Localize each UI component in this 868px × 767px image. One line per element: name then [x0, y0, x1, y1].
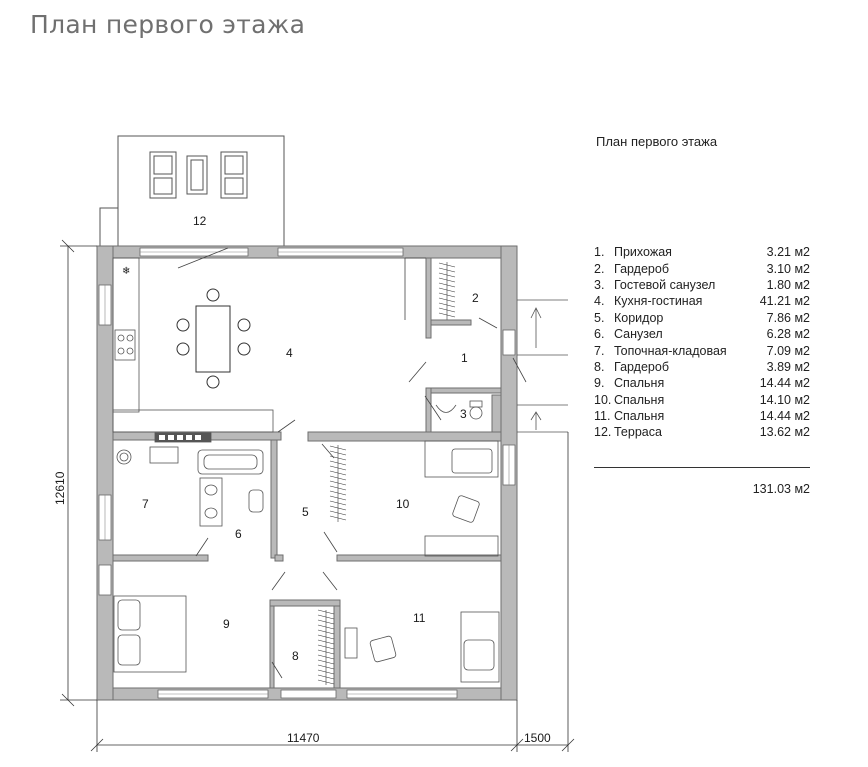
- legend-area: 3.21 м2: [766, 245, 810, 260]
- legend-num: 10.: [594, 392, 612, 407]
- legend-num: 3.: [594, 277, 605, 292]
- legend-row: [594, 392, 810, 408]
- legend-area: 1.80 м2: [766, 277, 810, 292]
- legend-area: 14.44 м2: [759, 409, 810, 424]
- legend-area: 3.10 м2: [766, 261, 810, 276]
- side-table: [187, 156, 207, 194]
- legend-num: 6.: [594, 327, 605, 342]
- room-number-8: 8: [292, 649, 299, 663]
- legend-row: [594, 424, 810, 440]
- room-number-10: 10: [396, 497, 410, 511]
- legend-row: [594, 277, 810, 293]
- sun-lounger-right: [221, 152, 247, 198]
- legend-area: 7.09 м2: [766, 343, 810, 358]
- room-number-2: 2: [472, 291, 479, 305]
- legend-row: [594, 293, 810, 309]
- legend-name: Спальня: [614, 392, 665, 407]
- room-number-7: 7: [142, 497, 149, 511]
- legend-area: 6.28 м2: [766, 327, 810, 342]
- kitchen-counter: [113, 258, 273, 442]
- legend-row: [594, 244, 810, 260]
- legend-row: [594, 342, 810, 358]
- legend-area: 41.21 м2: [759, 294, 810, 309]
- room-number-6: 6: [235, 527, 242, 541]
- dining-table: [177, 289, 250, 388]
- snowflake-icon: ❄: [122, 266, 131, 277]
- legend-title: План первого этажа: [596, 134, 718, 149]
- legend-area: 14.10 м2: [759, 392, 810, 407]
- legend-divider: [594, 467, 810, 468]
- room-number-9: 9: [223, 617, 230, 631]
- room-number-1: 1: [461, 351, 468, 365]
- page-title: План первого этажа: [30, 10, 306, 39]
- legend-total: 131.03 м2: [752, 482, 810, 496]
- legend-name: Топочная-кладовая: [614, 343, 727, 358]
- dimension-porch: 1500: [524, 731, 551, 745]
- legend-row: [594, 326, 810, 342]
- room-number-4: 4: [286, 346, 293, 360]
- legend-name: Терраса: [614, 425, 662, 440]
- legend-name: Кухня-гостиная: [614, 294, 703, 309]
- legend-num: 11.: [594, 409, 611, 424]
- legend-name: Гардероб: [614, 261, 669, 276]
- dimension-lines: [60, 240, 574, 752]
- legend-row: [594, 359, 810, 375]
- room-number-11: 11: [413, 611, 426, 625]
- entry-porch: [517, 300, 568, 432]
- dimension-width: 11470: [287, 731, 320, 745]
- legend-num: 1.: [594, 245, 605, 260]
- sun-lounger-left: [150, 152, 176, 198]
- legend-area: 7.86 м2: [766, 310, 810, 325]
- room-number-5: 5: [302, 505, 309, 519]
- legend-area: 14.44 м2: [759, 376, 810, 391]
- legend-name: Спальня: [614, 409, 665, 424]
- legend-num: 7.: [594, 343, 605, 358]
- room-number-12: 12: [193, 214, 207, 228]
- legend-num: 2.: [594, 261, 605, 276]
- legend-row: [594, 260, 810, 276]
- legend-name: Гостевой санузел: [614, 277, 716, 292]
- legend-row: [594, 375, 810, 391]
- legend-num: 12.: [594, 425, 612, 440]
- legend-name: Гардероб: [614, 359, 669, 374]
- legend-num: 4.: [594, 294, 605, 309]
- legend-area: 13.62 м2: [759, 425, 810, 440]
- legend-num: 9.: [594, 376, 605, 391]
- legend-name: Коридор: [614, 310, 664, 325]
- room-number-3: 3: [460, 407, 467, 421]
- terrace: [100, 136, 284, 246]
- legend-name: Спальня: [614, 376, 665, 391]
- legend-name: Прихожая: [614, 245, 672, 260]
- room-legend: [594, 244, 810, 441]
- windows: [99, 248, 515, 698]
- legend-area: 3.89 м2: [766, 359, 810, 374]
- legend-name: Санузел: [614, 327, 663, 342]
- legend-row: [594, 310, 810, 326]
- legend-row: [594, 408, 810, 424]
- dimension-height: 12610: [53, 471, 67, 505]
- legend-num: 8.: [594, 359, 605, 374]
- legend-num: 5.: [594, 310, 605, 325]
